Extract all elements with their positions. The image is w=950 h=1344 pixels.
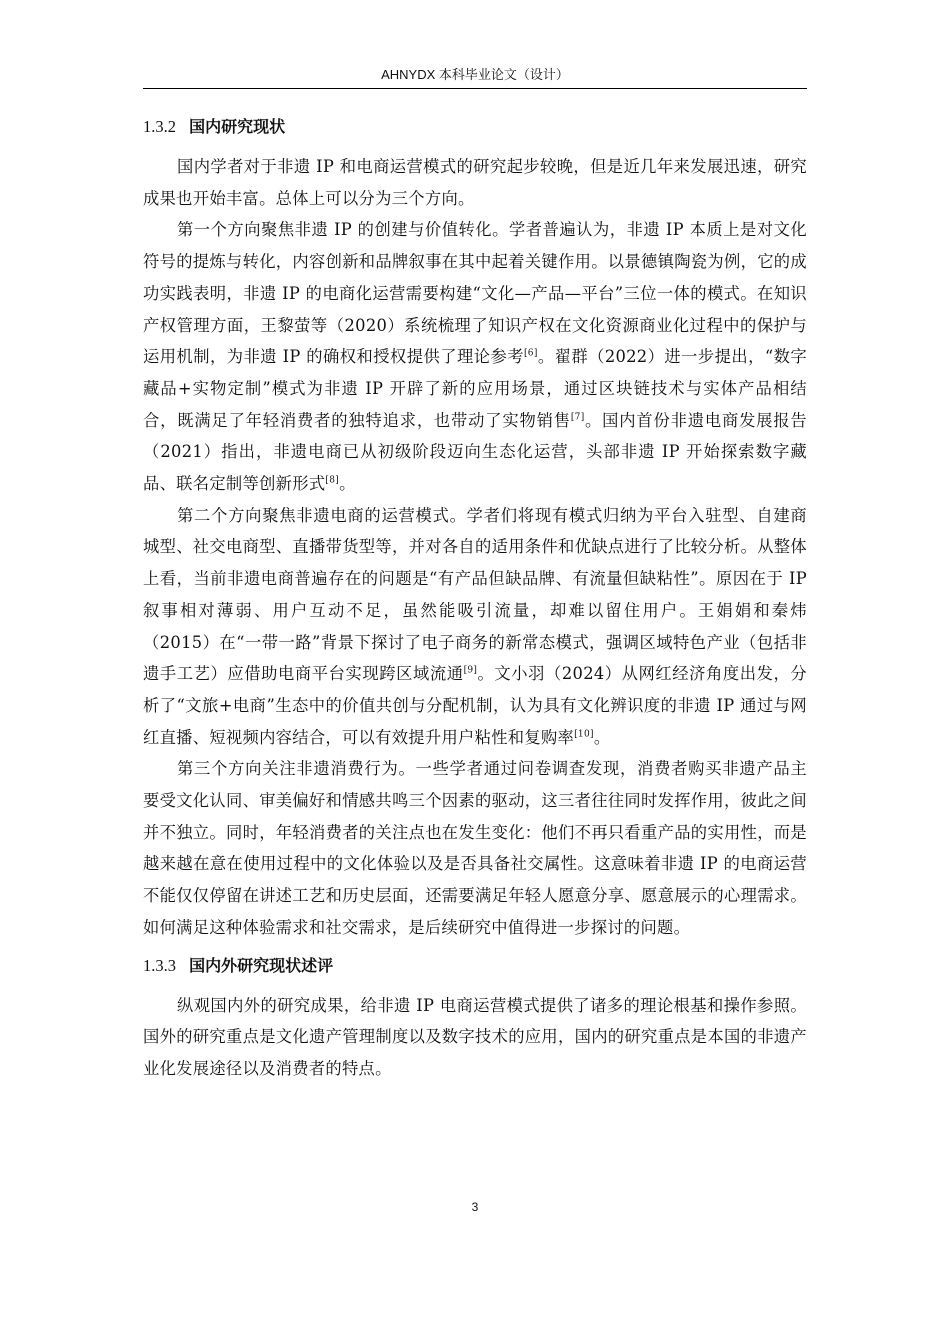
paragraph-text: 。: [593, 727, 611, 747]
citation-ref: [10]: [574, 729, 594, 740]
paragraph-text: 。文小羽（2024）从网红经济角度出发，分析了“文旅+电商”生态中的价值共创与分配机制，认为具有文化辨识度的非遗 IP 通过与网红直播、短视频内容结合，可以有效提升用户粘性和复购率: [143, 664, 807, 747]
section-title: 国内外研究现状述评: [189, 955, 334, 975]
section-heading-1-3-3: [143, 956, 807, 976]
paragraph-text: 第二个方向聚焦非遗电商的运营模式。学者们将现有模式归纳为平台入驻型、自建商城型、社交电商型、直播带货型等，并对各自的适用条件和优缺点进行了比较分析。从整体上看，当前非遗电商普遍存在的问题是“有产品但缺品牌、有流量但缺粘性”。原因在于 IP 叙事相对薄弱、用户互动不足，虽然能吸引流量，却难以留住用户。王娟娟和秦炜（2015）在“一带一路”背景下探讨了电子商务的新常态模式，强调区域特色产业（包括非遗手工艺）应借助电商平台实现跨区域流通: [143, 505, 807, 684]
paragraph-intro: 国内学者对于非遗 IP 和电商运营模式的研究起步较晚，但是近几年来发展迅速，研究成果也开始丰富。总体上可以分为三个方向。: [143, 157, 807, 208]
citation-ref: [6]: [524, 348, 538, 359]
paragraph-direction-three: 第三个方向关注非遗消费行为。一些学者通过问卷调查发现，消费者购买非遗产品主要受文化认同、审美偏好和情感共鸣三个因素的驱动，这三者往往同时发挥作用，彼此之间并不独立。同时，年轻消费者的关注点也在发生变化：他们不再只看重产品的实用性，而是越来越在意在使用过程中的文化体验以及是否具备社交属性。这意味着非遗 IP 的电商运营不能仅仅停留在讲述工艺和历史层面，还需要满足年轻人愿意分享、愿意展示的心理需求。如何满足这种体验需求和社交需求，是后续研究中值得进一步探讨的问题。: [143, 759, 807, 937]
running-header: AHNYDX 本科毕业论文（设计）: [381, 67, 569, 82]
paragraph-direction-one: [143, 214, 807, 499]
paragraph-direction-two: [143, 500, 807, 754]
page-body: [143, 117, 807, 1085]
citation-ref: [7]: [570, 412, 585, 423]
citation-ref: [9]: [463, 665, 478, 676]
paragraph-review: 纵观国内外的研究成果，给非遗 IP 电商运营模式提供了诸多的理论根基和操作参照。国外的研究重点是文化遗产管理制度以及数字技术的应用，国内的研究重点是本国的非遗产业化发展途径以及消费者的特点。: [143, 995, 807, 1078]
section-title: 国内研究现状: [189, 117, 286, 136]
page-number: 3: [471, 1200, 479, 1214]
section-number: 1.3.2: [143, 117, 176, 136]
header-rule: [143, 88, 807, 89]
paragraph-text: 。: [339, 474, 356, 494]
paragraph-text: 第一个方向聚焦非遗 IP 的创建与价值转化。学者普遍认为，非遗 IP 本质上是对文化符号的提炼与转化，内容创新和品牌叙事在其中起着关键作用。以景德镇陶瓷为例，它的成功实践表明，非遗 IP 的电商化运营需要构建“文化—产品—平台”三位一体的模式。在知识产权管理方面，王黎萤等（2020）系统梳理了知识产权在文化资源商业化过程中的保护与运用机制，为非遗 IP 的确权和授权提供了理论参考: [143, 220, 807, 367]
section-number: 1.3.3: [143, 955, 176, 975]
citation-ref: [8]: [325, 475, 340, 486]
paragraph-text: 。国内首份非遗电商发展报告（2021）指出，非遗电商已从初级阶段迈向生态化运营，头部非遗 IP 开始探索数字藏品、联名定制等创新形式: [143, 410, 807, 494]
section-heading-1-3-2: [143, 117, 807, 137]
paragraph-text: 。翟群（2022）进一步提出，“数字藏品+实物定制”模式为非遗 IP 开辟了新的应用场景，通过区块链技术与实体产品相结合，既满足了年轻消费者的独特追求，也带动了实物销售: [143, 347, 807, 430]
